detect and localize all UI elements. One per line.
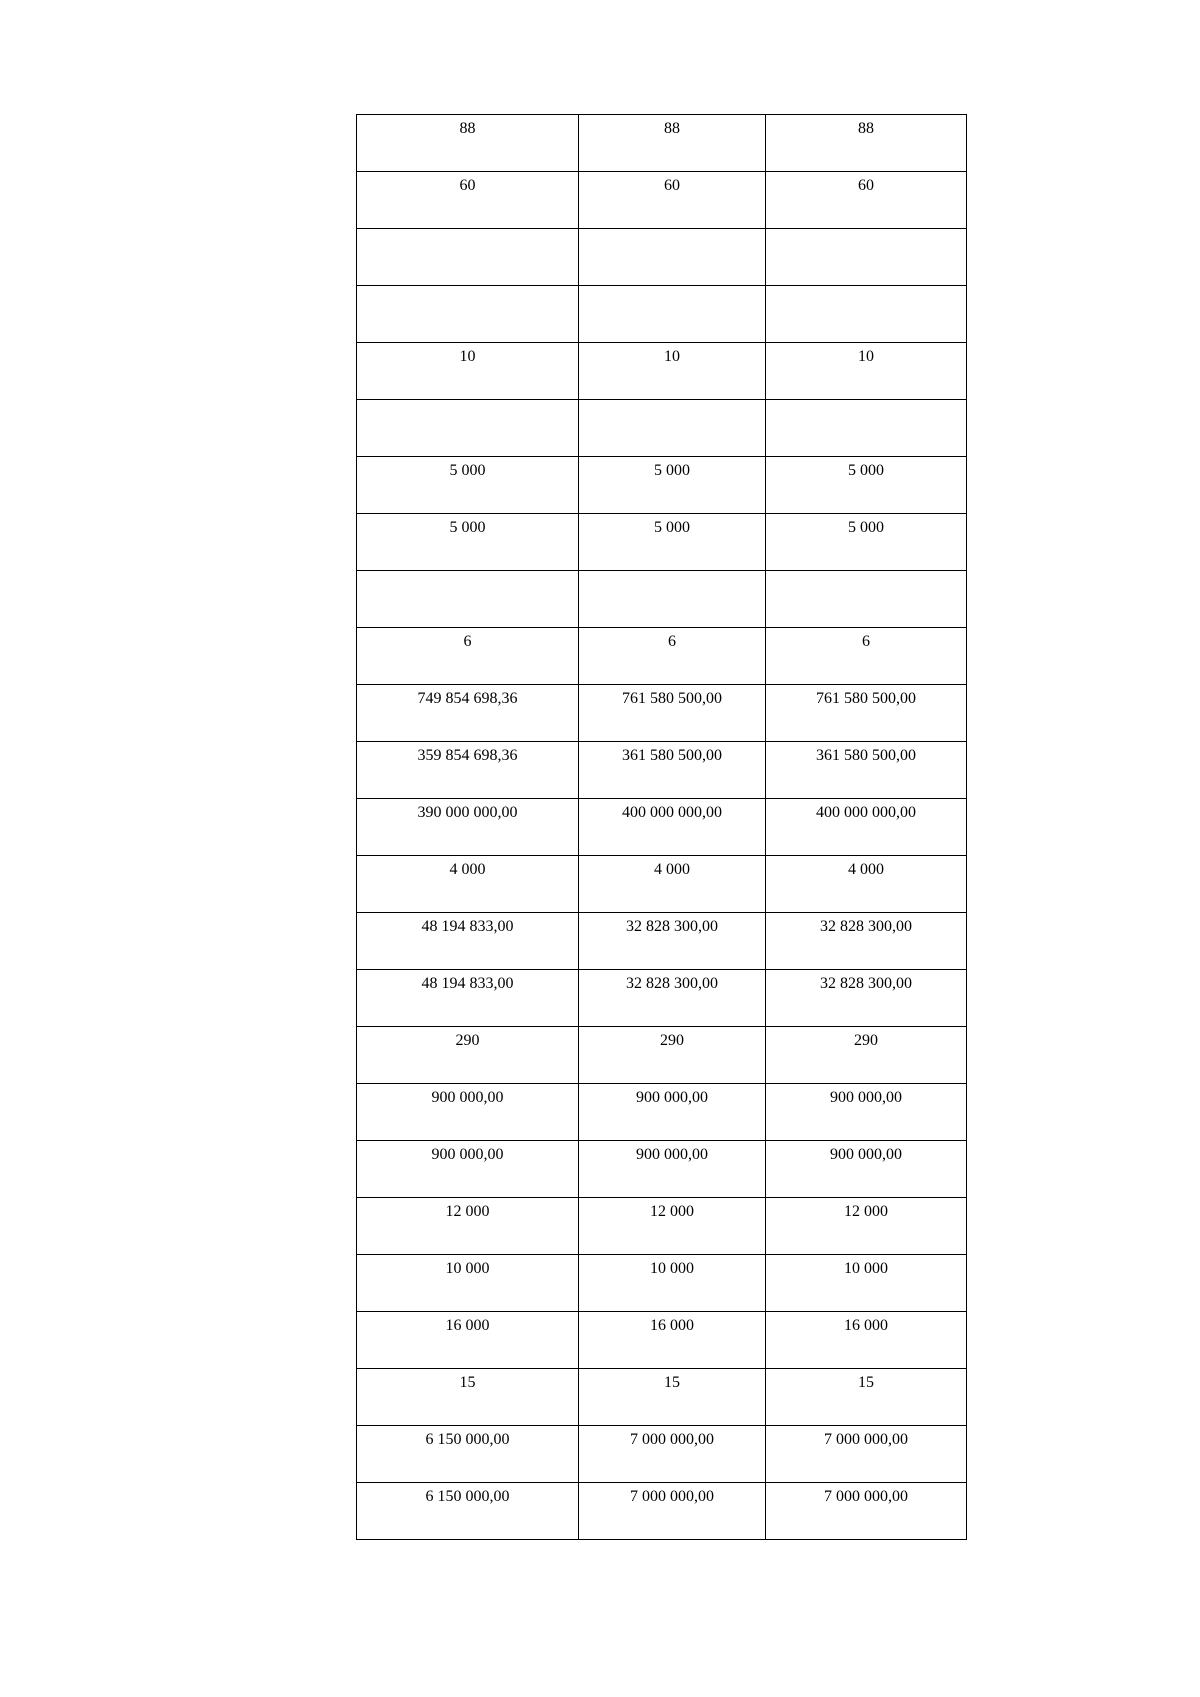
table-cell: [357, 628, 579, 685]
table-row: [357, 799, 967, 856]
table-row: [357, 1369, 967, 1426]
table-row: [357, 742, 967, 799]
table-cell: [766, 685, 967, 742]
table-cell: [579, 286, 766, 343]
table-cell: [357, 970, 579, 1027]
table-cell: [357, 400, 579, 457]
table-cell: [579, 1141, 766, 1198]
cell-value: 400 000 000,00: [816, 804, 916, 821]
cell-value: [766, 571, 966, 577]
cell-value: [766, 229, 966, 235]
table-cell: [357, 229, 579, 286]
table-row: [357, 229, 967, 286]
cell-value: 5 000: [449, 462, 486, 479]
table-cell: [579, 1483, 766, 1540]
table-cell: [766, 799, 967, 856]
table-cell: [357, 799, 579, 856]
table-cell: [357, 571, 579, 628]
table-row: [357, 457, 967, 514]
table-cell: [766, 457, 967, 514]
table-cell: [357, 1141, 579, 1198]
table-row: [357, 172, 967, 229]
table-body: [357, 115, 967, 1540]
cell-value: [579, 400, 765, 406]
cell-value: 16 000: [445, 1317, 490, 1334]
table-row: [357, 1084, 967, 1141]
table-cell: [357, 1027, 579, 1084]
table-cell: [766, 913, 967, 970]
table-cell: [357, 1255, 579, 1312]
table-cell: [579, 1369, 766, 1426]
data-table: [356, 114, 967, 1540]
table-cell: [766, 229, 967, 286]
table-row: [357, 286, 967, 343]
table-cell: [579, 1312, 766, 1369]
table-cell: [766, 970, 967, 1027]
cell-value: 16 000: [844, 1317, 888, 1334]
table-row: [357, 913, 967, 970]
table-cell: [766, 1084, 967, 1141]
cell-value: 15: [664, 1374, 680, 1391]
cell-value: 48 194 833,00: [421, 918, 514, 935]
cell-value: 290: [660, 1032, 684, 1049]
table-cell: [357, 685, 579, 742]
cell-value: 60: [459, 177, 476, 194]
cell-value: 4 000: [848, 861, 884, 878]
cell-value: [357, 400, 578, 406]
cell-value: 60: [664, 177, 680, 194]
table-cell: [766, 400, 967, 457]
table-row: [357, 1483, 967, 1540]
table-cell: [357, 742, 579, 799]
cell-value: 900 000,00: [431, 1089, 504, 1106]
table-cell: [766, 1483, 967, 1540]
table-cell: [579, 343, 766, 400]
cell-value: 7 000 000,00: [824, 1431, 908, 1448]
table-cell: [579, 1198, 766, 1255]
cell-value: 761 580 500,00: [622, 690, 722, 707]
cell-value: 400 000 000,00: [622, 804, 722, 821]
cell-value: [579, 286, 765, 292]
cell-value: 290: [854, 1032, 878, 1049]
table-cell: [766, 1198, 967, 1255]
table-row: [357, 571, 967, 628]
cell-value: 48 194 833,00: [421, 975, 514, 992]
table-cell: [579, 856, 766, 913]
table-cell: [766, 343, 967, 400]
cell-value: 7 000 000,00: [630, 1488, 714, 1505]
table-cell: [579, 685, 766, 742]
table-row: [357, 514, 967, 571]
table-row: [357, 685, 967, 742]
cell-value: 900 000,00: [636, 1089, 708, 1106]
table-cell: [357, 1483, 579, 1540]
cell-value: 900 000,00: [636, 1146, 708, 1163]
cell-value: 16 000: [650, 1317, 694, 1334]
cell-value: [766, 286, 966, 292]
cell-value: 32 828 300,00: [820, 918, 912, 935]
cell-value: 290: [455, 1032, 480, 1049]
cell-value: 900 000,00: [431, 1146, 504, 1163]
table-cell: [579, 115, 766, 172]
table-row: [357, 970, 967, 1027]
table-row: [357, 343, 967, 400]
table-cell: [766, 514, 967, 571]
table-row: [357, 1312, 967, 1369]
cell-value: 10: [459, 348, 476, 365]
table-cell: [766, 856, 967, 913]
cell-value: 390 000 000,00: [417, 804, 518, 821]
table-cell: [357, 115, 579, 172]
cell-value: 10 000: [445, 1260, 490, 1277]
cell-value: [579, 229, 765, 235]
table-cell: [357, 172, 579, 229]
table-cell: [357, 286, 579, 343]
cell-value: 6: [668, 633, 676, 650]
table-cell: [357, 1198, 579, 1255]
table-cell: [579, 172, 766, 229]
cell-value: 900 000,00: [830, 1146, 902, 1163]
cell-value: 5 000: [848, 462, 884, 479]
cell-value: 88: [664, 120, 680, 137]
cell-value: 12 000: [650, 1203, 694, 1220]
table-row: [357, 1426, 967, 1483]
cell-value: 900 000,00: [830, 1089, 902, 1106]
cell-value: [579, 571, 765, 577]
table-cell: [579, 571, 766, 628]
table-cell: [766, 1255, 967, 1312]
table-row: [357, 1141, 967, 1198]
cell-value: 88: [858, 120, 874, 137]
cell-value: 12 000: [445, 1203, 490, 1220]
table-cell: [766, 1369, 967, 1426]
cell-value: 32 828 300,00: [820, 975, 912, 992]
table-cell: [579, 229, 766, 286]
cell-value: 6: [862, 633, 870, 650]
table-cell: [579, 799, 766, 856]
table-row: [357, 628, 967, 685]
cell-value: 5 000: [848, 519, 884, 536]
cell-value: 6 150 000,00: [425, 1431, 510, 1448]
table-cell: [357, 1084, 579, 1141]
table-cell: [766, 1027, 967, 1084]
cell-value: 5 000: [654, 519, 690, 536]
cell-value: 32 828 300,00: [626, 918, 718, 935]
table-cell: [766, 1426, 967, 1483]
table-cell: [579, 1255, 766, 1312]
cell-value: 32 828 300,00: [626, 975, 718, 992]
table-cell: [766, 115, 967, 172]
table-cell: [357, 1312, 579, 1369]
table-cell: [579, 742, 766, 799]
cell-value: [357, 286, 578, 292]
table-cell: [579, 1426, 766, 1483]
cell-value: 5 000: [654, 462, 690, 479]
table-cell: [579, 628, 766, 685]
table-cell: [357, 514, 579, 571]
table-cell: [766, 172, 967, 229]
cell-value: 10: [858, 348, 874, 365]
table-cell: [579, 913, 766, 970]
cell-value: 749 854 698,36: [417, 690, 518, 707]
cell-value: 10 000: [650, 1260, 694, 1277]
table-cell: [766, 742, 967, 799]
table-cell: [579, 1084, 766, 1141]
cell-value: 15: [858, 1374, 874, 1391]
table-cell: [357, 913, 579, 970]
table-cell: [357, 343, 579, 400]
cell-value: [357, 571, 578, 577]
table-row: [357, 400, 967, 457]
cell-value: 359 854 698,36: [417, 747, 518, 764]
table-cell: [766, 628, 967, 685]
table-cell: [766, 571, 967, 628]
table-row: [357, 856, 967, 913]
cell-value: 5 000: [449, 519, 486, 536]
table-row: [357, 1255, 967, 1312]
table-row: [357, 115, 967, 172]
cell-value: 4 000: [449, 861, 486, 878]
cell-value: 361 580 500,00: [816, 747, 916, 764]
table-cell: [579, 970, 766, 1027]
table-cell: [766, 1141, 967, 1198]
cell-value: 10 000: [844, 1260, 888, 1277]
cell-value: 7 000 000,00: [630, 1431, 714, 1448]
cell-value: 88: [459, 120, 476, 137]
table-cell: [766, 286, 967, 343]
cell-value: 6: [463, 633, 472, 650]
table-cell: [357, 1426, 579, 1483]
table-cell: [579, 514, 766, 571]
cell-value: 6 150 000,00: [425, 1488, 510, 1505]
cell-value: 12 000: [844, 1203, 888, 1220]
cell-value: 4 000: [654, 861, 690, 878]
table-cell: [357, 1369, 579, 1426]
table-row: [357, 1027, 967, 1084]
cell-value: 10: [664, 348, 680, 365]
table-cell: [357, 457, 579, 514]
cell-value: [357, 229, 578, 235]
table-cell: [579, 400, 766, 457]
cell-value: [766, 400, 966, 406]
table-cell: [579, 1027, 766, 1084]
cell-value: 7 000 000,00: [824, 1488, 908, 1505]
cell-value: 361 580 500,00: [622, 747, 722, 764]
table-cell: [766, 1312, 967, 1369]
cell-value: 15: [459, 1374, 476, 1391]
table-row: [357, 1198, 967, 1255]
table-cell: [357, 856, 579, 913]
cell-value: 60: [858, 177, 874, 194]
table-cell: [579, 457, 766, 514]
cell-value: 761 580 500,00: [816, 690, 916, 707]
